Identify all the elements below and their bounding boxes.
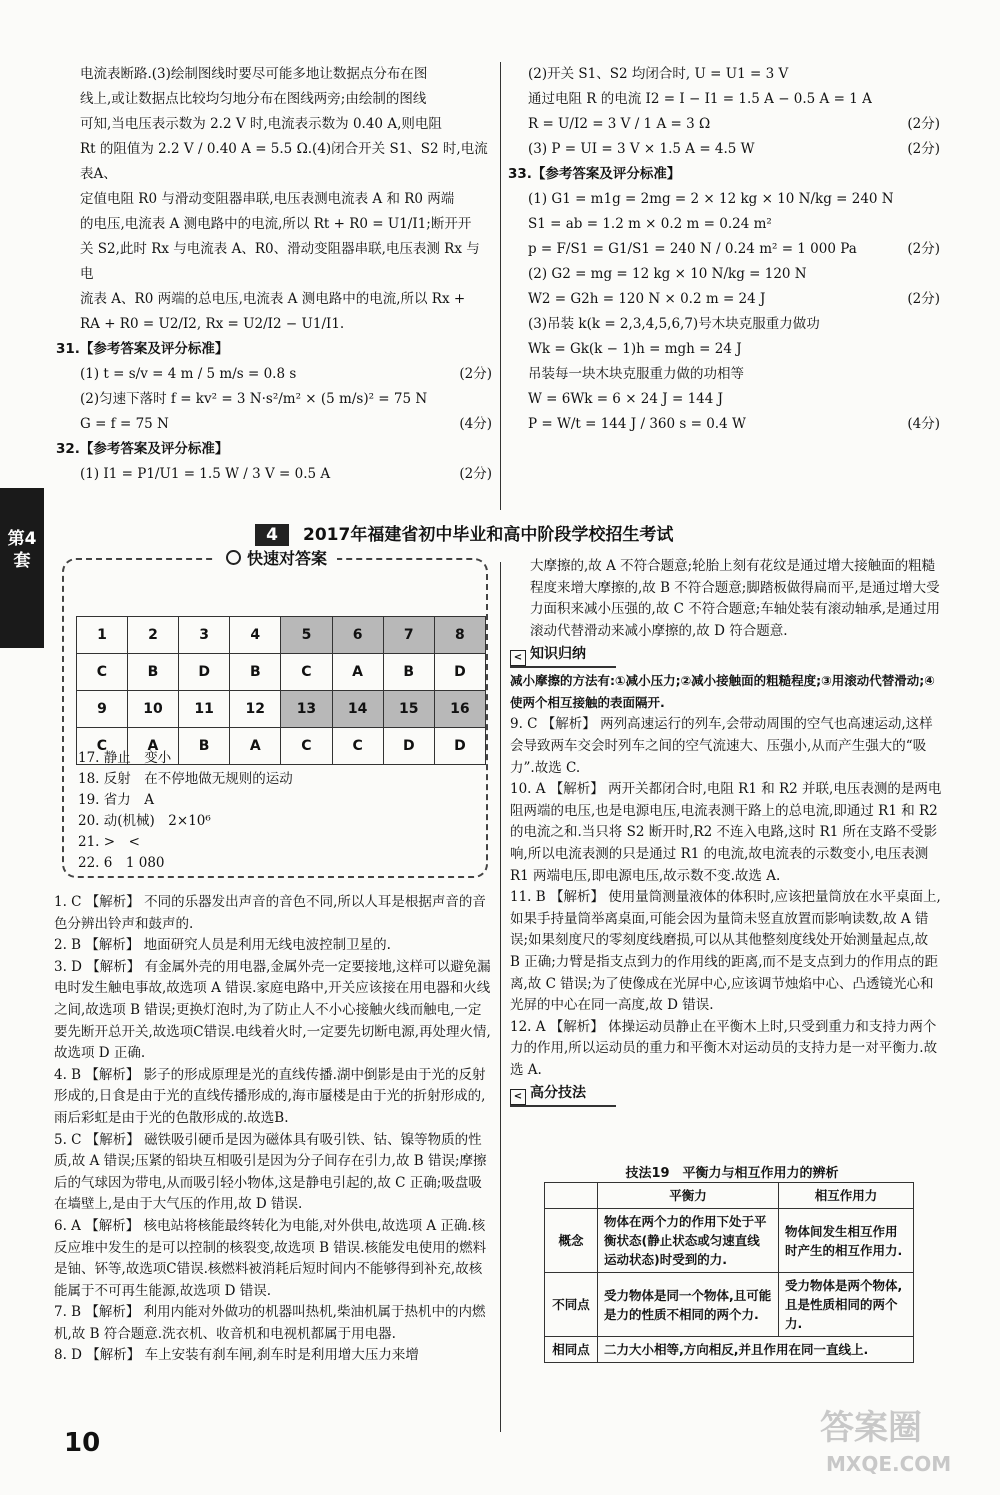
answer-row-numbers-2: 9 10 11 12 13 14 15 16 (77, 691, 486, 728)
explanation-4: 4. B 【解析】 影子的形成原理是光的直线传播.湖中倒影是由于光的反射形成的,日食是由于光的直线传播形成的,海市蜃楼是由于光的折射形成的,雨后彩虹是由于光的色散形成的.故选B. (54, 1066, 486, 1126)
explanation-6: 6. A 【解析】 核电站将核能最终转化为电能,对外供电,故选项 A 正确.核反应堆中发生的是可以控制的核裂变,故选项 B 错误.核能发电使用的燃料是铀、钚等,故选项C错误.核燃料被消耗后短时间内不能够得到补充,故核能属于不可再生能源,故选项 D 错误. (54, 1217, 487, 1299)
quick-answer-title: 快速对答案 (216, 546, 337, 569)
explanation-9: 9. C 【解析】 两列高速运行的列车,会带动周围的空气也高速运动,这样会导致两车交会时列车之间的空气流速大、压强小,从而产生强大的“吸力”.故选 C. (510, 716, 933, 776)
top-right-column (508, 62, 940, 437)
fill-blank-answers: 17. 静止 变小 18. 反射 在不停地做无规则的运动 19. 省力 A 20. 动(机械) 2×10⁶ 21. > < 22. 6 1 080 (78, 750, 293, 871)
page-number: 10 (64, 1428, 101, 1458)
method-table-caption: 技法19 平衡力与相互作用力的辨析 (625, 1166, 839, 1181)
explanation-10: 10. A 【解析】 两开关都闭合时,电阻 R1 和 R2 并联,电压表测的是两电阻两端的电压,也是电源电压,电流表测干路上的总电流,即通过 R1 和 R2 的电流之和.当只将 S2 断开时,R2 不连入电路,这时 R1 所在支路不受影响,所以电流表测的只是通过 R1 的电流,故电流表的示数变小,电压表测 R1 两端电压,即电源电压,故示数不变.故选 A. (510, 781, 942, 884)
explanation-2: 2. B 【解析】 地面研究人员是利用无线电波控制卫星的. (54, 937, 391, 954)
explanation-5: 5. C 【解析】 磁铁吸引硬币是因为磁体具有吸引铁、钴、镍等物质的性质,故 A 错误;压紧的铅块互相吸引是因为分子间存在引力,故 B 错误;摩擦后的气球因为带电,从而吸引轻小物体,这是静电引起的,故 C 正确;吸盘吸在墙壁上,是由于大气压的作用,故 D 错误. (54, 1131, 487, 1213)
explanation-12: 12. A 【解析】 体操运动员静止在平衡木上时,只受到重力和支持力两个力的作用,所以运动员的重力和平衡木对运动员的支持力是一对平衡力.故选 A. (510, 1018, 938, 1078)
method-tag: < 高分技法 (510, 1083, 616, 1107)
exam-title-banner (255, 522, 775, 548)
explanations-right (510, 556, 942, 1109)
explanations-left (54, 892, 492, 1367)
explanation-1: 1. C 【解析】 不同的乐器发出声音的音色不同,所以人耳是根据声音的音色分辨出铃声和鼓声的. (54, 894, 486, 932)
table-row: 概念 物体在两个力的作用下处于平衡状态(静止状态或匀速直线运动状态)时受到的力. 物体间发生相互作用时产生的相互作用力. (545, 1209, 914, 1273)
answer-row-letters-1: C B D B C A B D (77, 654, 486, 691)
q30-continuation: 电流表断路.(3)绘制图线时要尽可能多地让数据点分布在图 线上,或让数据点比较均匀地分布在图线两旁;由绘制的图线 可知,当电压表示数为 2.2 V 时,电流表示数为 0.40 A,则电阻 Rt 的阻值为 2.2 V / 0.40 A = 5.5 Ω.(4)闭合开关 S1、S2 时,电流表A、 定值电阻 R0 与滑动变阻器串联,电压表测电流表 A 和 R0 两端 的电压,电流表 A 测电路中的电流,所以 Rt + R0 = U1/I1;断开开 关 S2,此时 Rx 与电流表 A、R0、滑动变阻器串联,电压表测 Rx 与电 流表 A、R0 两端的总电压,电流表 A 测电路中的电流,所以 Rx + RA + R0 = U2/I2, Rx = U2/I2 − U1/I1. (80, 66, 488, 332)
answer-grid (76, 616, 486, 765)
magnifier-icon (226, 550, 241, 565)
table-header-row: 平衡力 相互作用力 (545, 1183, 914, 1209)
explanation-7: 7. B 【解析】 利用内能对外做功的机器叫热机,柴油机属于热机中的内燃机,故 B 符合题意.洗衣机、收音机和电视机都属于用电器. (54, 1304, 486, 1342)
knowledge-tag: < 知识归纳 (510, 644, 616, 668)
answer-row-letters-2: C A B A C C D D (77, 728, 486, 765)
q32-continuation: (2)开关 S1、S2 均闭合时, U = U1 = 3 V 通过电阻 R 的电流 I2 = I − I1 = 1.5 A − 0.5 A = 1 A R = U/I2 = 3 V / 1 A = 3 Ω (2分) (3) P = UI = 3 V × 1.5 A = 4.5 W (2分) (528, 66, 940, 157)
watermark-logo: 答案圈 (820, 1408, 922, 1448)
table-row: 不同点 受力物体是同一个物体,且可能是力的性质不相同的两个力. 受力物体是两个物体,且是性质相同的两个力. (545, 1273, 914, 1337)
method-icon: < (510, 1089, 526, 1105)
quick-answer-box (62, 549, 488, 878)
explanation-11: 11. B 【解析】 使用量筒测量液体的体积时,应该把量筒放在水平桌面上,如果手持量筒举离桌面,可能会因为量筒未竖直放置而影响读数,故 A 错误;如果刻度尺的零刻度线磨损,可以从其他整刻度线处开始测量起点,故 B 正确;力臂是指支点到力的作用线的距离,而不是支点到力的作用点的距离,故 C 错误;为了使像成在光屏中心,应该调节烛焰中心、凸透镜光心和光屏的中心在同一高度,故 D 错误. (510, 889, 941, 1014)
knowledge-note: 减小摩擦的方法有:①减小压力;②减小接触面的粗糙程度;③用滚动代替滑动;④使两个相互接触的表面隔开. (510, 673, 935, 711)
answer-row-numbers-1: 1 2 3 4 5 6 7 8 (77, 617, 486, 654)
top-left-column (56, 62, 492, 487)
force-comparison-table (544, 1182, 914, 1363)
watermark-url: MXQE.COM (826, 1452, 952, 1476)
exam-title: 2017年福建省初中毕业和高中阶段学校招生考试 (303, 525, 674, 545)
explanation-8: 8. D 【解析】 车上安装有刹车闸,刹车时是利用增大压力来增 (54, 1347, 419, 1364)
q33-answer: 33.【参考答案及评分标准】 (1) G1 = m1g = 2mg = 2 × 12 kg × 10 N/kg = 240 N S1 = ab = 1.2 m × 0.2 m = 0.24 m² p = F/S1 = G1/S1 = 240 N / 0.24 m² = 1 000 Pa (2分) (2) G2 = mg = 12 kg × 10 N/kg = 120 N W2 = G2h = 120 N × 0.2 m = 24 J (2分) (3)吊装 k(k = 2,3,4,5,6,7)号木块克服重力做功 Wk = Gk(k − 1)h = mgh = 24 J 吊装每一块木块克服重力做的功相等 W = 6Wk = 6 × 24 J = 144 J P = W/t = 144 J / 360 s = 0.4 W (4分) (508, 166, 940, 432)
knowledge-icon: < (510, 650, 526, 666)
section-side-tab: 第4套 (0, 488, 44, 648)
table-row: 相同点 二力大小相等,方向相反,并且作用在同一直线上. (545, 1337, 914, 1363)
exam-number-badge: 4 (255, 524, 289, 546)
q31-answer: 31.【参考答案及评分标准】 (1) t = s/v = 4 m / 5 m/s = 0.8 s (2分) (2)匀速下落时 f = kv² = 3 N·s²/m² × (5 m/s)² = 75 N G = f = 75 N (4分) 32.【参考答案及评分标准】 (1) I1 = P1/U1 = 1.5 W / 3 V = 0.5 A (2分) (56, 341, 492, 482)
explanation-8-continued: 大摩擦的,故 A 不符合题意;轮胎上刻有花纹是通过增大接触面的粗糙程度来增大摩擦的,故 B 不符合题意;脚踏板做得扁而平,是通过增大受力面积来减小压强的,故 C 不符合题意;车轴处装有滚动轴承,是通过用滚动代替滑动来减小摩擦的,故 D 符合题意. (530, 558, 941, 639)
explanation-3: 3. D 【解析】 有金属外壳的用电器,金属外壳一定要接地,这样可以避免漏电时发生触电事故,故选项 A 错误.家庭电路中,开关应该接在用电器和火线之间,故选项 B 错误;更换灯泡时,为了防止人不小心接触火线而触电,一定要先断开总开关,故选项C错误.电线着火时,一定要先切断电源,再处理火情,故选项 D 正确. (54, 958, 491, 1062)
column-divider-bottom (500, 562, 501, 1432)
column-divider-top (500, 62, 501, 510)
